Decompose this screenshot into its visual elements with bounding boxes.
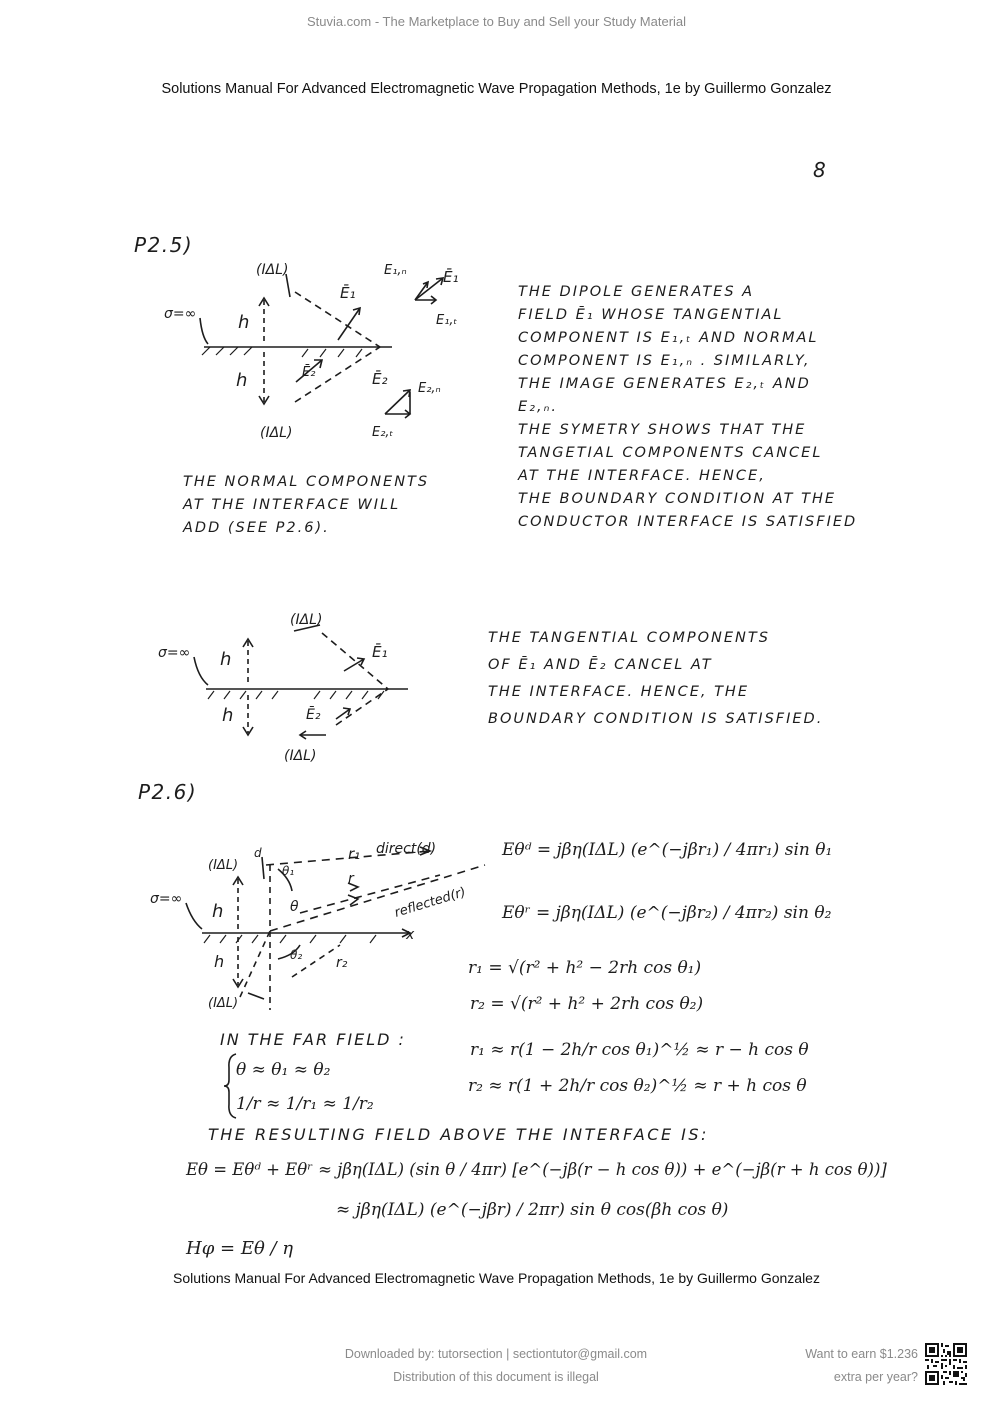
h-below-label: h — [236, 370, 248, 391]
direct-label: direct(d) — [376, 841, 437, 857]
p2-5-line-10: THE BOUNDARY CONDITION AT THE — [518, 491, 837, 507]
direct-reflected-ray-diagram — [140, 835, 510, 1020]
h-above-label-3: h — [212, 901, 224, 922]
problem-label-p2-5: P2.5) — [134, 233, 194, 257]
r1-label: r₁ — [348, 845, 361, 863]
d-label: d — [254, 846, 262, 860]
tangential-line-4: BOUNDARY CONDITION IS SATISFIED. — [488, 711, 824, 727]
conductor-hatch — [202, 347, 362, 357]
page-number: 8 — [813, 158, 828, 182]
ray-direct — [295, 292, 380, 347]
p2-5-line-3: COMPONENT IS E₁,ₜ AND NORMAL — [518, 330, 819, 346]
equation-total-field: Eθ = Eθᵈ + Eθʳ ≈ jβη(IΔL) (sin θ / 4πr) [e^(−jβ(r − h cos θ)) + e^(−jβ(r + h cos θ))] — [186, 1160, 887, 1179]
h-below-label-2: h — [222, 705, 234, 726]
far-field-brace — [222, 1052, 238, 1120]
sigma-label: σ=∞ — [164, 306, 197, 322]
tangential-line-3: THE INTERFACE. HENCE, THE — [488, 684, 750, 700]
p2-5-line-2: FIELD Ē₁ WHOSE TANGENTIAL — [518, 307, 784, 323]
image-ray — [240, 931, 270, 997]
far-field-label: IN THE FAR FIELD : — [220, 1030, 406, 1049]
sigma-label-2: σ=∞ — [158, 645, 191, 661]
interface-hatch — [204, 935, 376, 943]
resulting-field-label: THE RESULTING FIELD ABOVE THE INTERFACE IS: — [208, 1125, 709, 1144]
normal-note-line-2: AT THE INTERFACE WILL — [183, 497, 401, 513]
p2-5-line-1: THE DIPOLE GENERATES A — [518, 284, 755, 300]
dipole-image-diagram-2 — [150, 605, 450, 770]
stuvia-watermark: Stuvia.com - The Marketplace to Buy and Sell your Study Material — [306, 14, 687, 29]
ray-direct-2 — [322, 633, 388, 689]
equation-H-phi: Hφ = Eθ / η — [186, 1238, 294, 1259]
tangential-line-2: OF Ē₁ AND Ē₂ CANCEL AT — [488, 657, 713, 673]
E1-decomp-label: Ē₁ — [443, 268, 459, 286]
E2-label: Ē₂ — [372, 370, 388, 388]
source-label-3: (IΔL) — [208, 858, 239, 873]
equation-r2: r₂ = √(r² + h² + 2rh cos θ₂) — [470, 994, 704, 1014]
problem-label-p2-6: P2.6) — [138, 780, 198, 804]
far-field-approx-theta: θ ≈ θ₁ ≈ θ₂ — [236, 1060, 331, 1080]
p2-5-line-9: AT THE INTERFACE. HENCE, — [518, 468, 766, 484]
p2-5-line-4: COMPONENT IS E₁,ₙ . SIMILARLY, — [518, 353, 811, 369]
sigma-label-3: σ=∞ — [150, 891, 183, 907]
far-field-r2: r₂ ≈ r(1 + 2h/r cos θ₂)^½ ≈ r + h cos θ — [468, 1076, 807, 1096]
image-label-2: (IΔL) — [284, 748, 317, 764]
sigma-arrow-3 — [186, 903, 202, 929]
normal-note-line-1: THE NORMAL COMPONENTS — [183, 474, 430, 490]
earn-line-2[interactable]: extra per year? — [833, 1370, 918, 1384]
E1-vector — [338, 308, 360, 340]
normal-note-line-3: ADD (SEE P2.6). — [183, 520, 330, 536]
theta2-label: θ₂ — [290, 948, 303, 962]
equation-E-reflected: Eθʳ = jβη(IΔL) (e^(−jβr₂) / 4πr₂) sin θ₂ — [502, 903, 832, 923]
sigma-arrow — [200, 318, 208, 344]
image-label-3: (IΔL) — [208, 996, 239, 1011]
distribution-notice: Distribution of this document is illegal — [393, 1370, 599, 1384]
qr-code-icon[interactable] — [925, 1343, 967, 1385]
document-title: Solutions Manual For Advanced Electromagnetic Wave Propagation Methods, 1e by Guillermo Gonzalez — [161, 81, 832, 97]
reflected-label: reflected(r) — [392, 884, 468, 921]
E2-label-2: Ē₂ — [306, 707, 321, 723]
E1-decomp-vector — [415, 278, 443, 300]
footer-title: Solutions Manual For Advanced Electromagnetic Wave Propagation Methods, 1e by Guillermo Gonzalez — [173, 1270, 820, 1286]
theta1-label: θ₁ — [282, 864, 295, 878]
sigma-arrow-2 — [194, 657, 208, 685]
E2-image-label: Ē₂ — [302, 365, 316, 380]
r-label: r — [348, 871, 354, 887]
E1-label: Ē₁ — [340, 284, 356, 302]
h-below-label-3: h — [214, 952, 225, 971]
p2-5-line-7: THE SYMETRY SHOWS THAT THE — [518, 422, 807, 438]
p2-5-line-5: THE IMAGE GENERATES E₂,ₜ AND — [518, 376, 811, 392]
source-label-2: (IΔL) — [290, 612, 323, 628]
image-label: (IΔL) — [260, 425, 293, 441]
p2-5-line-6: E₂,ₙ. — [518, 399, 558, 415]
equation-r1: r₁ = √(r² + h² − 2rh cos θ₁) — [468, 958, 702, 978]
downloaded-by: Downloaded by: tutorsection | sectiontutor@gmail.com — [344, 1347, 648, 1361]
p2-5-explanation — [518, 281, 857, 534]
theta-label: θ — [290, 899, 299, 915]
source-label: (IΔL) — [256, 262, 289, 278]
h-above-label-2: h — [220, 649, 232, 670]
dipole-image-diagram-1 — [160, 252, 490, 452]
p2-5-tangential-note — [488, 625, 823, 733]
E1-label-2: Ē₁ — [372, 643, 388, 661]
p2-5-line-11: CONDUCTOR INTERFACE IS SATISFIED — [518, 514, 858, 530]
tangential-line-1: THE TANGENTIAL COMPONENTS — [488, 630, 770, 646]
E2n-label: E₂,ₙ — [418, 381, 441, 396]
ray-image-2 — [336, 689, 388, 725]
image-dipole-3 — [248, 993, 264, 999]
p2-5-line-8: TANGETIAL COMPONENTS CANCEL — [518, 445, 823, 461]
E2t-label: E₂,ₜ — [372, 425, 394, 440]
far-field-r1: r₁ ≈ r(1 − 2h/r cos θ₁)^½ ≈ r − h cos θ — [470, 1040, 809, 1060]
far-field-approx-r: 1/r ≈ 1/r₁ ≈ 1/r₂ — [236, 1094, 374, 1114]
equation-total-simplified: ≈ jβη(IΔL) (e^(−jβr) / 2πr) sin θ cos(βh cos θ) — [336, 1200, 729, 1220]
equation-E-direct: Eθᵈ = jβη(IΔL) (e^(−jβr₁) / 4πr₁) sin θ₁ — [502, 840, 833, 860]
p2-5-normal-note — [183, 471, 429, 540]
E1n-label: E₁,ₙ — [384, 263, 407, 278]
earn-line-1[interactable]: Want to earn $1.236 — [805, 1347, 918, 1361]
r2-label: r₂ — [336, 955, 348, 971]
x-axis-label: x — [406, 927, 415, 943]
conductor-hatch-2 — [208, 691, 384, 699]
h-above-label: h — [238, 312, 250, 333]
E1t-label: E₁,ₜ — [436, 313, 458, 328]
source-dipole-3 — [262, 857, 264, 879]
